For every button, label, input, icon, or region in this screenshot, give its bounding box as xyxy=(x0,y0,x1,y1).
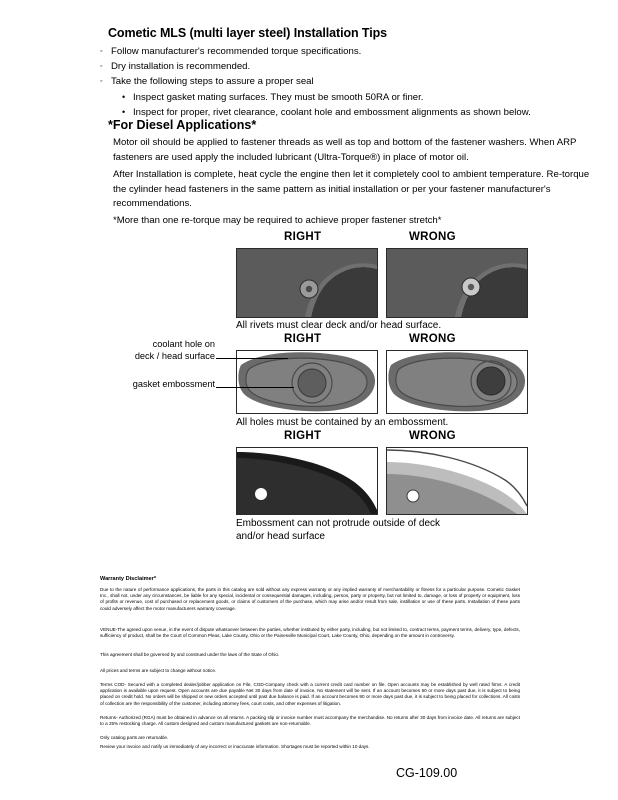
bullet-marker-icon: • xyxy=(122,106,126,117)
figure-1-caption: All rivets must clear deck and/or head surface. xyxy=(236,320,442,331)
installation-tips-list xyxy=(100,44,600,120)
warranty-paragraph-8: Review your invoice and notify us immediately of any incorrect or inaccurate information. Shortages must be reported within 10 days. xyxy=(100,744,370,749)
list-item-text: Take the following steps to assure a proper seal xyxy=(111,76,314,88)
diesel-heading: *For Diesel Applications* xyxy=(108,118,257,132)
figure-3-right-image xyxy=(236,447,378,515)
warranty-paragraph-3: This agreement shall be governed by and construed under the laws of the State of Ohio. xyxy=(100,652,280,657)
figure-2-right-image xyxy=(236,350,378,414)
document-number: CG-109.00 xyxy=(396,766,458,780)
leader-line-gasket-embossment xyxy=(216,387,294,388)
list-item-text: Inspect gasket mating surfaces. They must be smooth 50RA or finer. xyxy=(133,91,424,103)
list-item xyxy=(100,44,600,59)
figure-3-wrong-label: WRONG xyxy=(409,430,456,442)
warranty-paragraph-6: Returns- Authorized (RGA) must be obtained in advance on all returns. A packing slip or invoice number must accompany the merchandise. No returns after 30 days from invoice date. All returns are subject to a 25% restocking charge. All custom designed and custom manufactured gaskets are non-returnable. xyxy=(100,715,520,727)
figure-3-wrong-image xyxy=(386,447,528,515)
figure-2-wrong-label: WRONG xyxy=(409,333,456,345)
warranty-paragraph-7: Only catalog parts are returnable. xyxy=(100,735,169,740)
figure-2-caption: All holes must be contained by an embossment. xyxy=(236,417,449,428)
bullet-marker-icon: ◦ xyxy=(100,48,103,55)
leader-line-coolant-hole xyxy=(216,358,288,359)
figure-1-right-label: RIGHT xyxy=(284,231,322,243)
diesel-paragraph-1: Motor oil should be applied to fastener threads as well as top and bottom of the fastener washers. When ARP fasteners are used apply the included lubricant (Ultra-Torque®) in place of motor oil. xyxy=(113,137,577,163)
list-item xyxy=(100,59,600,74)
figure-2-wrong-image xyxy=(386,350,528,414)
list-item xyxy=(122,90,600,105)
warranty-paragraph-1: Due to the nature of performance applications, the parts in this catalog are sold without any express warranty or any implied warranty of merchantability or fitness for a particular purpose. Cometic Gasket Inc., shall not, under any circumstances, be liable for any special, incidental or consequential damages, including, person, party or property, but not limited to, damage, or loss of property or equipment, loss of profits or revenue, cost of purchased or replacement goods, or claims of customers of the purchase, which may arise and/or result from sale, instillation or use of these parts. Installation of these parts could adversely affect the motor manufacturers warranty coverage. xyxy=(100,587,520,611)
list-item xyxy=(100,74,600,89)
figure-3-caption: Embossment can not protrude outside of deck and/or head surface xyxy=(236,518,441,542)
diesel-paragraph-3: *More than one re-torque may be required to achieve proper fastener stretch* xyxy=(113,215,442,226)
bullet-marker-icon: ◦ xyxy=(100,78,103,86)
warranty-paragraph-4: All prices and terms are subject to change without notice. xyxy=(100,668,217,673)
bullet-marker-icon: • xyxy=(122,91,126,102)
figure-1-wrong-label: WRONG xyxy=(409,231,456,243)
warranty-paragraph-2: VENUE-The agreed upon venue, in the event of dispute whatsoever between the parties, whether instituted by either party, including, but not limited to, contract terms, payment terms, delivery, type, defects, sufficiency of product, shall be the Court of Common Pleas, Lake County, Ohio or the Painesville Municipal Court, Lake County, Ohio, depending on the amount in controversy. xyxy=(100,627,520,639)
list-item-text: Dry installation is recommended. xyxy=(111,61,251,73)
figure-1-wrong-image xyxy=(386,248,528,318)
diesel-paragraph-2: After Installation is complete, heat cycle the engine then let it completely cool to ambient temperature. Re-torque the cylinder head fasteners in the same pattern as initial installation or per your fastener manufacturer's recommendations. xyxy=(113,169,590,210)
warranty-paragraph-5: Terms COD- Secured with a completed dealer/jobber application on File, COD-Company check with a current credit card number on file. Open accounts may be established by well rated firms. A credit application is available upon request. Open accounts are due payable Net 30 days from date of invoice. No statement will be sent. If an account becomes 60 or more days past due, it is subject to being placed on credit hold. No orders will be shipped or new orders accepted until past due balance is paid. If an account becomes 90 or more days past due, it is subject to being placed for collections. All costs of collection are the responsibility of the customer, including attorney fees, court costs, and other expenses of litigation. xyxy=(100,682,520,706)
figure-2-annotation-coolant-hole: coolant hole on deck / head surface xyxy=(134,339,215,361)
bullet-marker-icon: ◦ xyxy=(100,63,103,71)
page-title: Cometic MLS (multi layer steel) Installation Tips xyxy=(108,26,387,40)
figure-2-right-label: RIGHT xyxy=(284,333,322,345)
figure-1-right-image xyxy=(236,248,378,318)
list-item-text: Follow manufacturer's recommended torque specifications. xyxy=(111,46,362,57)
list-item-text: Inspect for proper, rivet clearance, coolant hole and embossment alignments as shown below. xyxy=(133,106,531,118)
figure-3-right-label: RIGHT xyxy=(284,430,322,442)
warranty-title: Warranty Disclaimer* xyxy=(100,576,157,582)
figure-2-annotation-gasket-embossment: gasket embossment xyxy=(132,379,215,389)
